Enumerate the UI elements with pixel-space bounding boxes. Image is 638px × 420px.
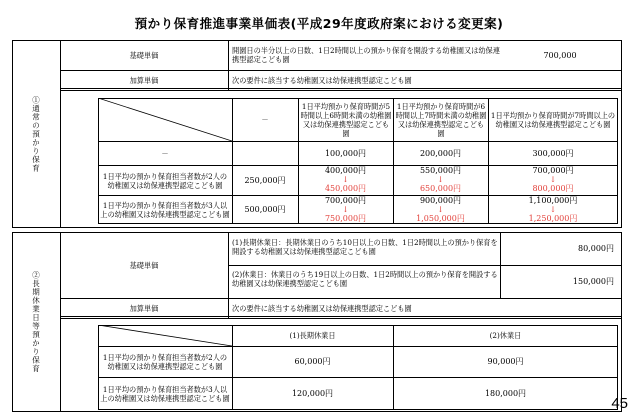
s1-row2-arrow-3: ↓ xyxy=(549,205,557,214)
s1-row1-base: 250,000円 xyxy=(244,175,286,185)
s1-header-dash: － xyxy=(261,115,269,124)
s1-row0-value-2: 200,000円 xyxy=(419,148,462,158)
s1-row2-label: 1日平均の預かり保育担当者数が3人以上の幼稚園又は幼保連携型認定こども園 xyxy=(100,201,230,219)
s2-basic-amount-1: 80,000円 xyxy=(578,244,614,253)
s2-col-header-2: (2)休業日 xyxy=(489,331,522,340)
s1-col-header-3: 1日平均預かり保育時間が7時間以上の幼稚園又は幼保連携型認定こども園 xyxy=(490,111,616,129)
s2-diagonal-line xyxy=(98,325,232,346)
s1-col-header-1: 1日平均預かり保育時間が5時間以上6時間未満の幼稚園又は幼保連携型認定こども園 xyxy=(300,102,392,138)
s1-row1-label: 1日平均の預かり保育担当者数が2人の幼稚園又は幼保連携型認定こども園 xyxy=(102,171,228,190)
s1-row2-new-value-2: 1,050,000円 xyxy=(416,214,465,223)
s1-row2-arrow-2: ↓ xyxy=(437,205,444,214)
s1-row0-value-3: 300,000円 xyxy=(532,148,574,158)
s1-basic-amount: 700,000 xyxy=(543,50,577,60)
s1-row2-value-1: 700,000円 xyxy=(324,196,367,205)
s2-row1-value-1: 60,000円 xyxy=(294,357,331,366)
s1-row1-new-value-2: 650,000円 xyxy=(419,184,462,193)
s1-row0-label: － xyxy=(161,148,169,158)
s1-row1-arrow-2: ↓ xyxy=(437,175,444,184)
s2-basic-text-2: (2)休業日：休業日のうち19日以上の日数、1日2時間以上の預かり保育を開設する幼稚園又は幼保連携型認定こども園 xyxy=(232,270,498,288)
s1-row1-new-value-1: 450,000円 xyxy=(324,184,367,193)
section2-label: ②長期休業日等預かり保育 xyxy=(31,271,41,373)
s1-diagonal-line xyxy=(98,98,232,141)
s1-row2-arrow-1: ↓ xyxy=(342,205,349,214)
s1-row0-value-1: 100,000円 xyxy=(324,148,367,158)
s2-add-label: 加算単価 xyxy=(129,303,159,313)
s2-basic-label: 基礎単価 xyxy=(129,260,159,270)
s1-basic-text: 開園日の半分以上の日数、1日2時間以上の預かり保育を開設する幼稚園又は幼保連携型認定こども園 xyxy=(232,46,500,64)
s1-row1-new-value-3: 800,000円 xyxy=(532,184,574,193)
s2-basic-amount-2: 150,000円 xyxy=(572,277,614,286)
s2-row1-value-2: 90,000円 xyxy=(487,357,524,366)
s2-add-text: 次の要件に該当する幼稚園又は幼保連携型認定こども園 xyxy=(232,303,412,313)
s1-add-text: 次の要件に該当する幼稚園又は幼保連携型認定こども園 xyxy=(232,75,412,85)
s2-row2-label: 1日平均の預かり保育担当者数が3人以上の幼稚園又は幼保連携型認定こども園 xyxy=(100,385,230,403)
s1-row2-value-2: 900,000円 xyxy=(419,196,462,205)
s2-row2-value-1: 120,000円 xyxy=(291,389,334,398)
s1-row1-value-2: 550,000円 xyxy=(419,166,462,175)
s1-row2-base: 500,000円 xyxy=(244,205,286,214)
s1-add-label: 加算単価 xyxy=(129,75,159,85)
s2-row2-value-2: 180,000円 xyxy=(484,389,527,398)
s2-col-header-1: (1)長期休業日 xyxy=(289,331,336,340)
s1-row2-new-value-1: 750,000円 xyxy=(324,214,367,223)
section1-label: ①通常の預かり保育 xyxy=(31,95,41,173)
s1-row1-value-3: 700,000円 xyxy=(532,166,574,175)
s1-row2-value-3: 1,100,000円 xyxy=(528,196,578,205)
s2-row1-label: 1日平均の預かり保育担当者数が2人の幼稚園又は幼保連携型認定こども園 xyxy=(102,353,228,371)
s1-row1-value-1: 400,000円 xyxy=(324,166,367,175)
page-number: 45 xyxy=(611,395,628,412)
s1-row2-new-value-3: 1,250,000円 xyxy=(528,214,578,223)
page-title: 預かり保育推進事業単価表(平成29年度政府案における変更案) xyxy=(134,16,504,31)
s1-col-header-2: 1日平均預かり保育時間が6時間以上7時間未満の幼稚園又は幼保連携型認定こども園 xyxy=(395,102,487,138)
s1-row1-arrow-1: ↓ xyxy=(342,175,349,184)
s1-row1-arrow-3: ↓ xyxy=(549,175,557,184)
s2-basic-text-1: (1)長期休業日：長期休業日のうち10日以上の日数、1日2時間以上の預かり保育を開設する幼稚園又は幼保連携型認定こども園 xyxy=(232,238,498,256)
s1-basic-label: 基礎単価 xyxy=(129,50,159,60)
